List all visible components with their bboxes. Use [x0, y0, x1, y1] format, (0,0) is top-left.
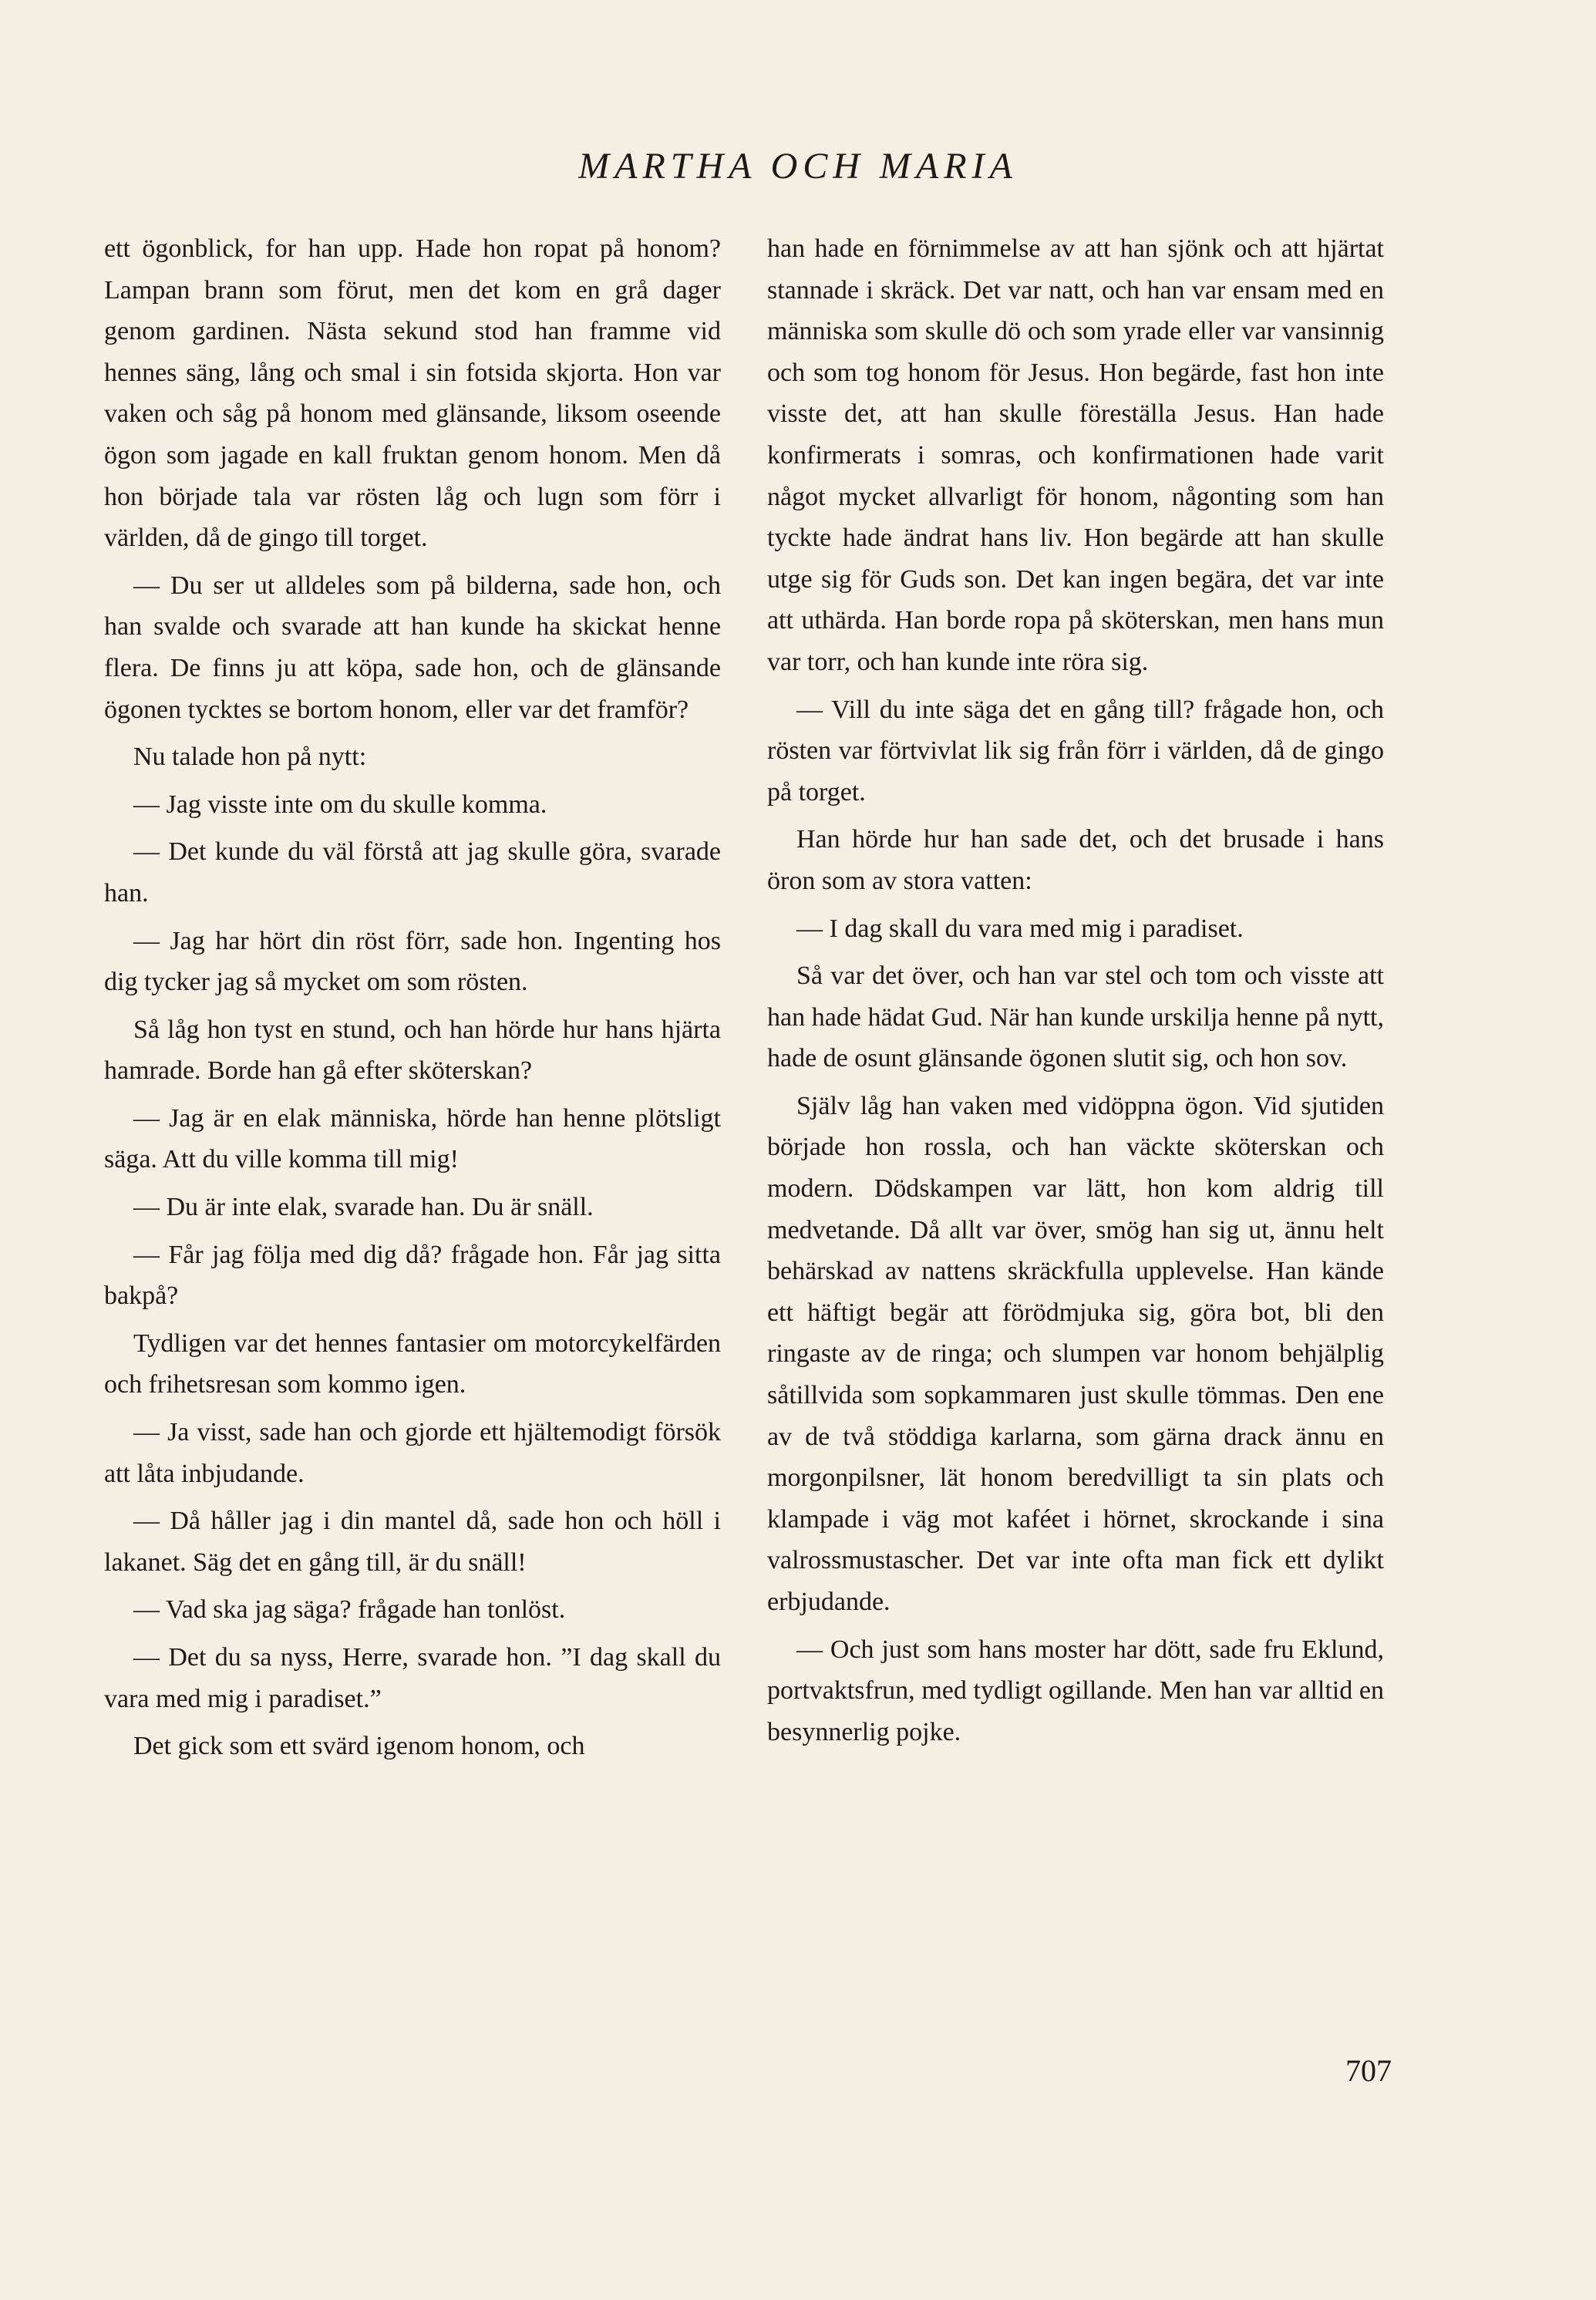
paragraph: — Du ser ut alldeles som på bilderna, sade hon, och han svalde och svarade att han kunde ha skickat henne flera. De finns ju att köpa, sade hon, och de glänsande ögonen tycktes se bortom honom, eller var det framför?: [104, 571, 721, 724]
paragraph: — Jag är en elak människa, hörde han henne plötsligt säga. Att du ville komma till mig!: [104, 1103, 721, 1174]
paragraph: Själv låg han vaken med vidöppna ögon. Vid sjutiden började hon rossla, och han väckte sköterskan och modern. Dödskampen var lätt, hon kom aldrig till medvetande. Då allt var över, smög han sig ut, ännu helt behärskad av nattens skräckfulla upplevelse. Han kände ett häftigt begär att förödmjuka sig, göra bot, bli den ringaste av de ringa; och slumpen var honom behjälplig såtillvida som sopkammaren just skulle tömmas. Den ene av de två stöddiga karlarna, som gärna drack ännu en morgonpilsner, lät honom beredvilligt ta sin plats och klampade i väg mot kaféet i hörnet, skrockande i sina valrossmustascher. Det var inte ofta man fick ett dylikt erbjudande.: [767, 1091, 1384, 1616]
paragraph: — Du är inte elak, svarade han. Du är snäll.: [133, 1193, 594, 1222]
left-column: [104, 228, 721, 1773]
running-head: MARTHA OCH MARIA: [578, 146, 1018, 187]
paragraph: ett ögonblick, for han upp. Hade hon ropat på honom? Lampan brann som förut, men det kom en grå dager genom gardinen. Nästa sekund stod han framme vid hennes säng, lång och smal i sin fotsida skjorta. Hon var vaken och såg på honom med glänsande, liksom oseende ögon som jagade en kall fruktan genom honom. Men då hon började tala var rösten låg och lugn som förr i världen, då de gingo till torget.: [104, 234, 721, 553]
paragraph: — Jag visste inte om du skulle komma.: [133, 790, 547, 819]
paragraph: Så var det över, och han var stel och tom och visste att han hade hädat Gud. När han kunde urskilja henne på nytt, hade de osunt glänsande ögonen slutit sig, och hon sov.: [767, 961, 1384, 1073]
paragraph: — Vad ska jag säga? frågade han tonlöst.: [133, 1595, 566, 1625]
paragraph: Tydligen var det hennes fantasier om motorcykelfärden och frihetsresan som kommo igen.: [104, 1328, 721, 1399]
right-column: [767, 228, 1384, 1759]
paragraph: — I dag skall du vara med mig i paradiset.: [796, 914, 1244, 943]
paragraph: Det gick som ett svärd igenom honom, och: [133, 1732, 585, 1761]
paragraph: — Vill du inte säga det en gång till? frågade hon, och rösten var förtvivlat lik sig från förr i världen, då de gingo på torget.: [767, 695, 1384, 807]
paragraph: — Jag har hört din röst förr, sade hon. Ingenting hos dig tycker jag så mycket om som rösten.: [104, 926, 721, 997]
paragraph: Nu talade hon på nytt:: [133, 743, 367, 772]
paragraph: — Ja visst, sade han och gjorde ett hjältemodigt försök att låta inbjudande.: [104, 1418, 721, 1488]
paragraph: — Och just som hans moster har dött, sade fru Eklund, portvaktsfrun, med tydligt ogillande. Men han var alltid en besynnerlig pojke.: [767, 1635, 1384, 1746]
paragraph: — Det kunde du väl förstå att jag skulle göra, svarade han.: [104, 837, 721, 908]
paragraph: Han hörde hur han sade det, och det brusade i hans öron som av stora vatten:: [767, 825, 1384, 895]
paragraph: — Det du sa nyss, Herre, svarade hon. ”I dag skall du vara med mig i paradiset.”: [104, 1643, 721, 1713]
page-number: 707: [1345, 2053, 1392, 2088]
paragraph: han hade en förnimmelse av att han sjönk och att hjärtat stannade i skräck. Det var natt, och han var ensam med en människa som skulle dö och som yrade eller var vansinnig och som tog honom för Jesus. Hon begärde, fast hon inte visste det, att han skulle föreställa Jesus. Han hade konfirmerats i somras, och konfirmationen hade varit något mycket allvarligt för honom, någonting som han tyckte hade ändrat hans liv. Hon begärde att han skulle utge sig för Guds son. Det kan ingen begära, det var inte att uthärda. Han borde ropa på sköterskan, men hans mun var torr, och han kunde inte röra sig.: [767, 234, 1384, 676]
paragraph: — Får jag följa med dig då? frågade hon. Får jag sitta bakpå?: [104, 1240, 721, 1311]
paragraph: — Då håller jag i din mantel då, sade hon och höll i lakanet. Säg det en gång till, är du snäll!: [104, 1507, 721, 1577]
paragraph: Så låg hon tyst en stund, och han hörde hur hans hjärta hamrade. Borde han gå efter sköterskan?: [104, 1015, 721, 1086]
